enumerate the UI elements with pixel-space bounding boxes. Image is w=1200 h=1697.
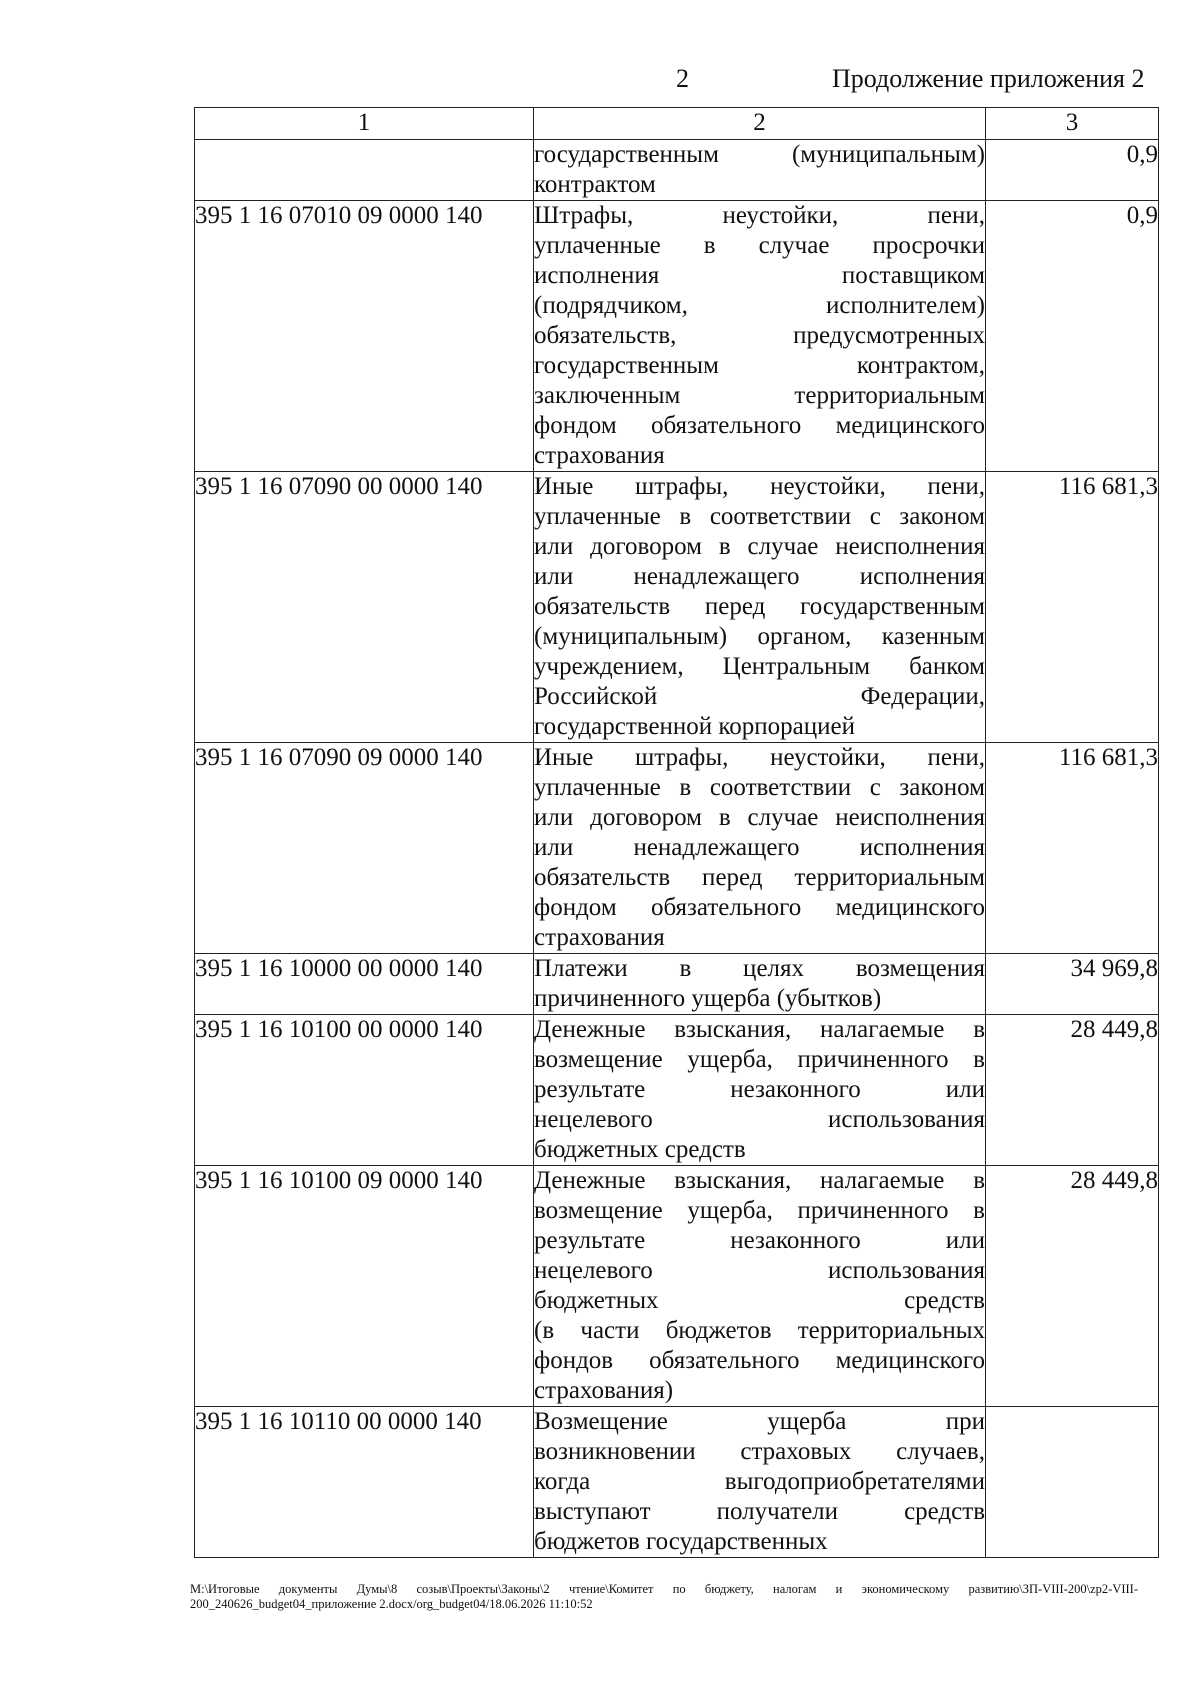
description-line: возмещение ущерба, причиненного в [534, 1197, 985, 1224]
description-cell [534, 1166, 986, 1407]
description-line: (в части бюджетов территориальных [534, 1317, 985, 1344]
description-line: государственной корпорацией [534, 713, 856, 740]
description-line: заключенным территориальным [534, 382, 985, 409]
description-line: Российской Федерации, [534, 683, 985, 710]
description-line: уплаченные в соответствии с законом [534, 503, 985, 530]
description-line: страхования [534, 924, 665, 951]
amount-cell: 0,9 [986, 140, 1159, 201]
table-row [195, 743, 1159, 954]
description-line: (подрядчиком, исполнителем) [534, 292, 985, 319]
description-line: контрактом [534, 171, 656, 198]
description-cell [534, 140, 986, 201]
table-header-row [195, 108, 1159, 140]
description-line: фондов обязательного медицинского [534, 1347, 985, 1374]
column-header-2: 2 [534, 108, 986, 140]
budget-code-cell: 395 1 16 10100 00 0000 140 [195, 1015, 534, 1166]
table-body [195, 140, 1159, 1558]
description-line: Возмещение ущерба при [534, 1408, 985, 1435]
budget-code-cell: 395 1 16 10000 00 0000 140 [195, 954, 534, 1015]
description-line: или ненадлежащего исполнения [534, 563, 985, 590]
description-line: фондом обязательного медицинского [534, 894, 985, 921]
appendix-continuation-heading: Продолжение приложения 2 [832, 64, 1145, 93]
description-cell [534, 1407, 986, 1558]
description-line: возмещение ущерба, причиненного в [534, 1046, 985, 1073]
description-line: возникновении страховых случаев, [534, 1438, 985, 1465]
amount-cell: 28 449,8 [986, 1166, 1159, 1407]
description-cell [534, 201, 986, 472]
description-line: Штрафы, неустойки, пени, [534, 202, 985, 229]
description-line: страхования) [534, 1377, 674, 1404]
description-line: государственным контрактом, [534, 352, 985, 379]
description-line: Платежи в целях возмещения [534, 955, 985, 982]
column-header-3: 3 [986, 108, 1159, 140]
description-line: учреждением, Центральным банком [534, 653, 985, 680]
budget-code-cell: 395 1 16 07090 09 0000 140 [195, 743, 534, 954]
table-row [195, 954, 1159, 1015]
table-row [195, 1166, 1159, 1407]
description-line: уплаченные в случае просрочки [534, 232, 985, 259]
description-cell [534, 472, 986, 743]
description-line: бюджетов государственных [534, 1528, 828, 1555]
amount-cell: 34 969,8 [986, 954, 1159, 1015]
table-row [195, 201, 1159, 472]
budget-code-cell [195, 140, 534, 201]
table-row [195, 472, 1159, 743]
description-line: уплаченные в соответствии с законом [534, 774, 985, 801]
amount-cell: 0,9 [986, 201, 1159, 472]
table-row [195, 140, 1159, 201]
description-line: Иные штрафы, неустойки, пени, [534, 473, 985, 500]
description-cell [534, 1015, 986, 1166]
description-line: результате незаконного или [534, 1227, 985, 1254]
description-line: выступают получатели средств [534, 1498, 985, 1525]
amount-cell: 116 681,3 [986, 472, 1159, 743]
budget-code-cell: 395 1 16 07010 09 0000 140 [195, 201, 534, 472]
description-line: страхования [534, 442, 665, 469]
description-line: Иные штрафы, неустойки, пени, [534, 744, 985, 771]
description-line: или договором в случае неисполнения [534, 533, 985, 560]
description-line: обязательств, предусмотренных [534, 322, 985, 349]
file-path-footer: M:\Итоговые документы Думы\8 созыв\Проекты\Законы\2 чтение\Комитет по бюджету, налогам и экономическому развитию\ЗП-VIII-200\zp2-VIII-200_240626_budget04_приложение 2.docx/org_budget04/18.06.2026 11:10:52 [190, 1582, 1138, 1611]
description-line: Денежные взыскания, налагаемые в [534, 1167, 985, 1194]
budget-code-cell: 395 1 16 10110 00 0000 140 [195, 1407, 534, 1558]
table-row [195, 1015, 1159, 1166]
table-row [195, 1407, 1159, 1558]
budget-table [194, 107, 1159, 1558]
description-line: причиненного ущерба (убытков) [534, 985, 882, 1012]
description-line: Денежные взыскания, налагаемые в [534, 1016, 985, 1043]
column-header-1: 1 [195, 108, 534, 140]
description-line: фондом обязательного медицинского [534, 412, 985, 439]
description-line: нецелевого использования [534, 1257, 985, 1284]
description-cell [534, 954, 986, 1015]
budget-code-cell: 395 1 16 10100 09 0000 140 [195, 1166, 534, 1407]
description-line: бюджетных средств [534, 1136, 746, 1163]
description-line: когда выгодоприобретателями [534, 1468, 985, 1495]
budget-code-cell: 395 1 16 07090 00 0000 140 [195, 472, 534, 743]
amount-cell [986, 1407, 1159, 1558]
description-line: обязательств перед территориальным [534, 864, 985, 891]
description-line: или договором в случае неисполнения [534, 804, 985, 831]
description-line: нецелевого использования [534, 1106, 985, 1133]
description-line: бюджетных средств [534, 1287, 985, 1314]
description-line: исполнения поставщиком [534, 262, 985, 289]
page-number: 2 [676, 64, 689, 93]
description-line: обязательств перед государственным [534, 593, 985, 620]
description-line: государственным (муниципальным) [534, 141, 985, 168]
description-cell [534, 743, 986, 954]
description-line: или ненадлежащего исполнения [534, 834, 985, 861]
description-line: (муниципальным) органом, казенным [534, 623, 985, 650]
amount-cell: 28 449,8 [986, 1015, 1159, 1166]
amount-cell: 116 681,3 [986, 743, 1159, 954]
description-line: результате незаконного или [534, 1076, 985, 1103]
